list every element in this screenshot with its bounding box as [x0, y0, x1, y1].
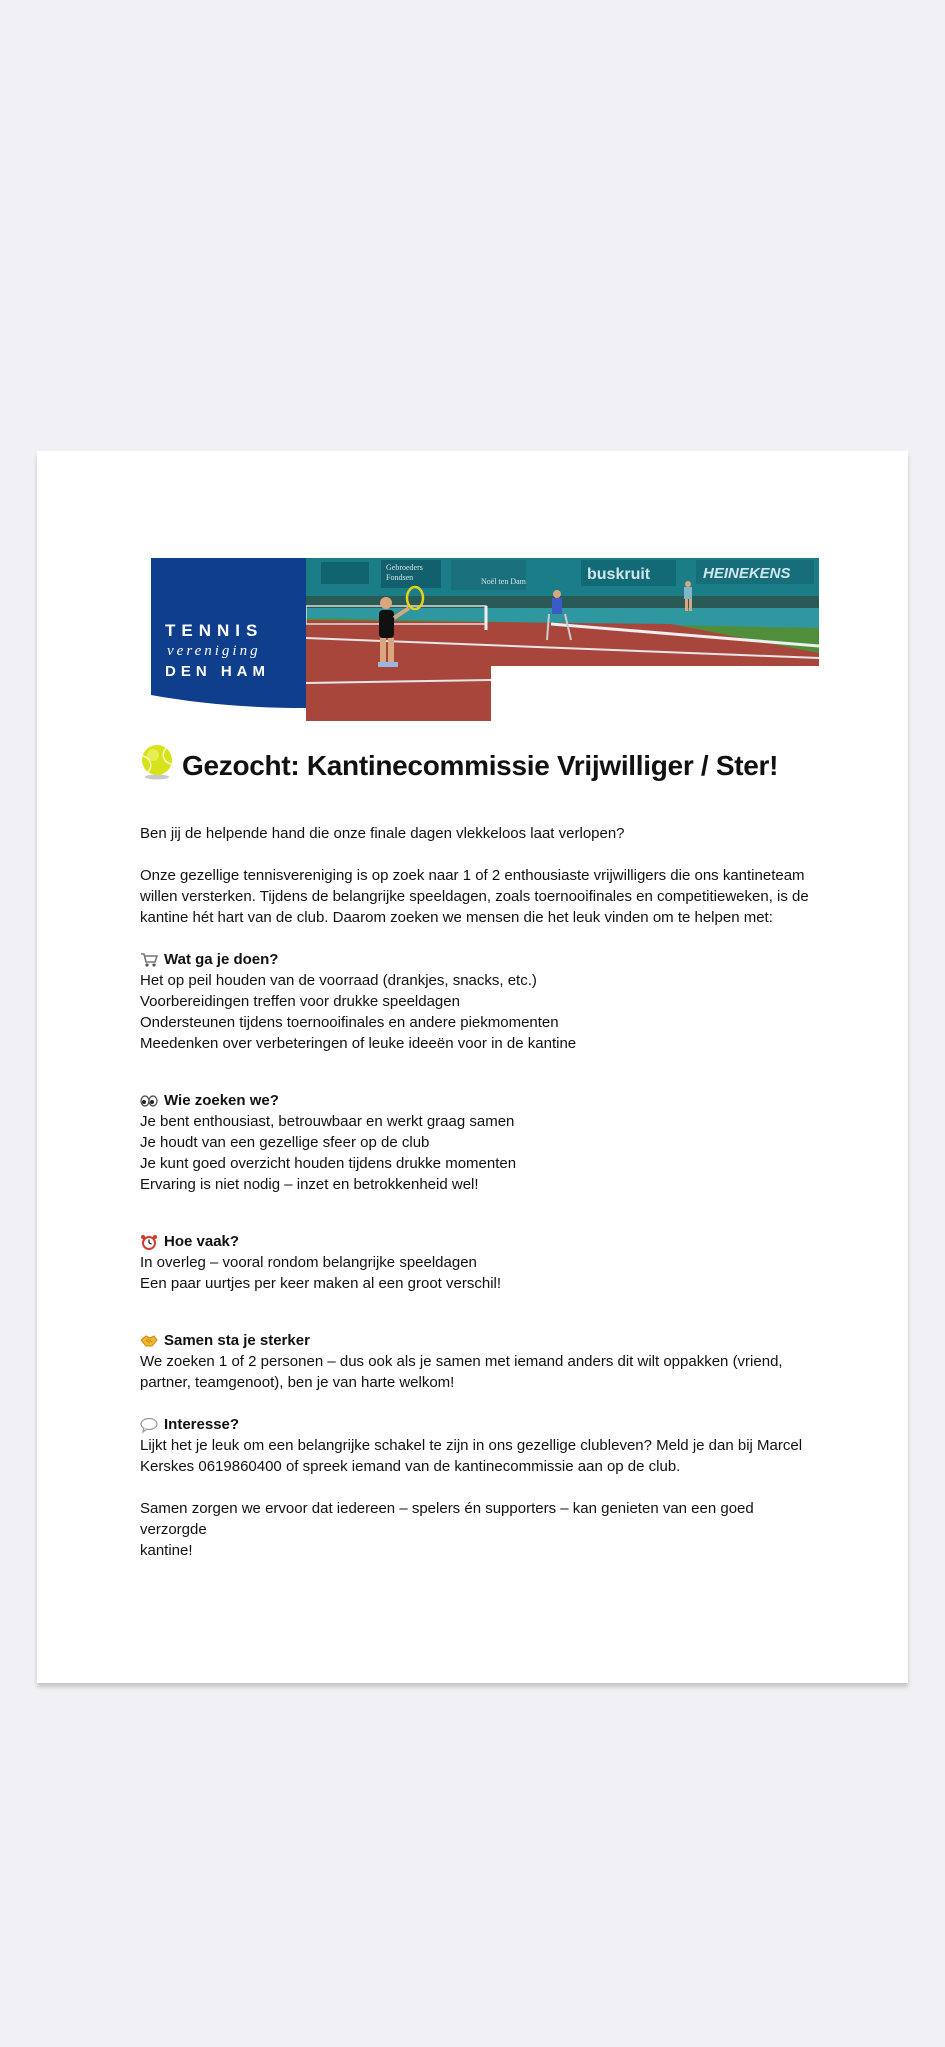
interest-heading-label: Interesse?: [164, 1416, 240, 1433]
alarm-clock-icon: [140, 1234, 158, 1250]
interest-line: Kerskes 0619860400 of spreek iemand van de kantinecommissie aan op de club.: [140, 1458, 681, 1475]
frequency-item: Een paar uurtjes per keer maken al een groot verschil!: [140, 1275, 502, 1292]
sponsor-buskruit: buskruit: [587, 566, 651, 583]
description-paragraph: [140, 865, 820, 928]
task-item: Voorbereidingen treffen voor drukke speeldagen: [140, 993, 460, 1010]
handshake-icon: [140, 1333, 158, 1349]
sponsor-heinekens: HEINEKENS: [703, 565, 791, 582]
closing-line: Samen zorgen we ervoor dat iedereen – spelers én supporters – kan genieten van een goed verzorgde: [140, 1500, 754, 1538]
description-line: Onze gezellige tennisvereniging is op zoek naar 1 of 2 enthousiaste vrijwilligers die ons kantineteam: [140, 867, 805, 884]
together-line: partner, teamgenoot), ben je van harte welkom!: [140, 1374, 455, 1391]
club-banner-image: [151, 558, 819, 721]
profile-item: Ervaring is niet nodig – inzet en betrokkenheid wel!: [140, 1176, 479, 1193]
logo-tennis-text: TENNIS: [165, 621, 264, 640]
sponsor-gebroeders: Gebroeders: [386, 563, 423, 572]
profile-item: Je bent enthousiast, betrouwbaar en werkt graag samen: [140, 1113, 515, 1130]
together-heading: [140, 1330, 820, 1351]
task-item: Meedenken over verbeteringen of leuke ideeën voor in de kantine: [140, 1035, 577, 1052]
profile-heading: [140, 1090, 820, 1111]
intro-text: Ben jij de helpende hand die onze finale dagen vlekkeloos laat verlopen?: [140, 825, 625, 842]
speech-bubble-icon: [140, 1417, 158, 1433]
profile-heading-label: Wie zoeken we?: [164, 1092, 279, 1109]
frequency-item: In overleg – vooral rondom belangrijke speeldagen: [140, 1254, 477, 1271]
eyes-icon: [140, 1093, 158, 1109]
task-item: Het op peil houden van de voorraad (drankjes, snacks, etc.): [140, 972, 537, 989]
closing-paragraph: [140, 1498, 820, 1561]
frequency-heading: [140, 1231, 820, 1252]
logo-vereniging-text: vereniging: [167, 643, 261, 659]
frequency-heading-label: Hoe vaak?: [164, 1233, 240, 1250]
interest-line: Lijkt het je leuk om een belangrijke schakel te zijn in ons gezellige clubleven? Meld je dan bij Marcel: [140, 1437, 803, 1454]
tennis-ball-icon: [140, 744, 174, 780]
page-title: Gezocht: Kantinecommissie Vrijwilliger / Ster!: [182, 749, 779, 781]
tasks-heading: [140, 949, 820, 970]
logo-denham-text: DEN HAM: [165, 663, 270, 680]
cart-icon: [140, 952, 158, 968]
profile-item: Je kunt goed overzicht houden tijdens drukke momenten: [140, 1155, 517, 1172]
vacancy-text: [140, 743, 820, 1561]
closing-line: kantine!: [140, 1542, 193, 1559]
sponsor-fondsen: Fondsen: [386, 573, 414, 582]
interest-heading: [140, 1414, 820, 1435]
tasks-heading-label: Wat ga je doen?: [164, 951, 279, 968]
description-line: kantine hét hart van de club. Daarom zoeken we mensen die het leuk vinden om te helpen met:: [140, 909, 773, 926]
profile-item: Je houdt van een gezellige sfeer op de club: [140, 1134, 430, 1151]
title-row: [140, 743, 820, 787]
together-line: We zoeken 1 of 2 personen – dus ook als je samen met iemand anders dit wilt oppakken (vriend,: [140, 1353, 783, 1370]
task-item: Ondersteunen tijdens toernooifinales en andere piekmomenten: [140, 1014, 559, 1031]
sponsor-noel: Noël ten Dam: [481, 577, 526, 586]
document-page: [37, 451, 908, 1683]
description-line: willen versterken. Tijdens de belangrijke speeldagen, zoals toernooifinales en competitieweken, is de: [140, 888, 809, 905]
together-heading-label: Samen sta je sterker: [164, 1332, 310, 1349]
